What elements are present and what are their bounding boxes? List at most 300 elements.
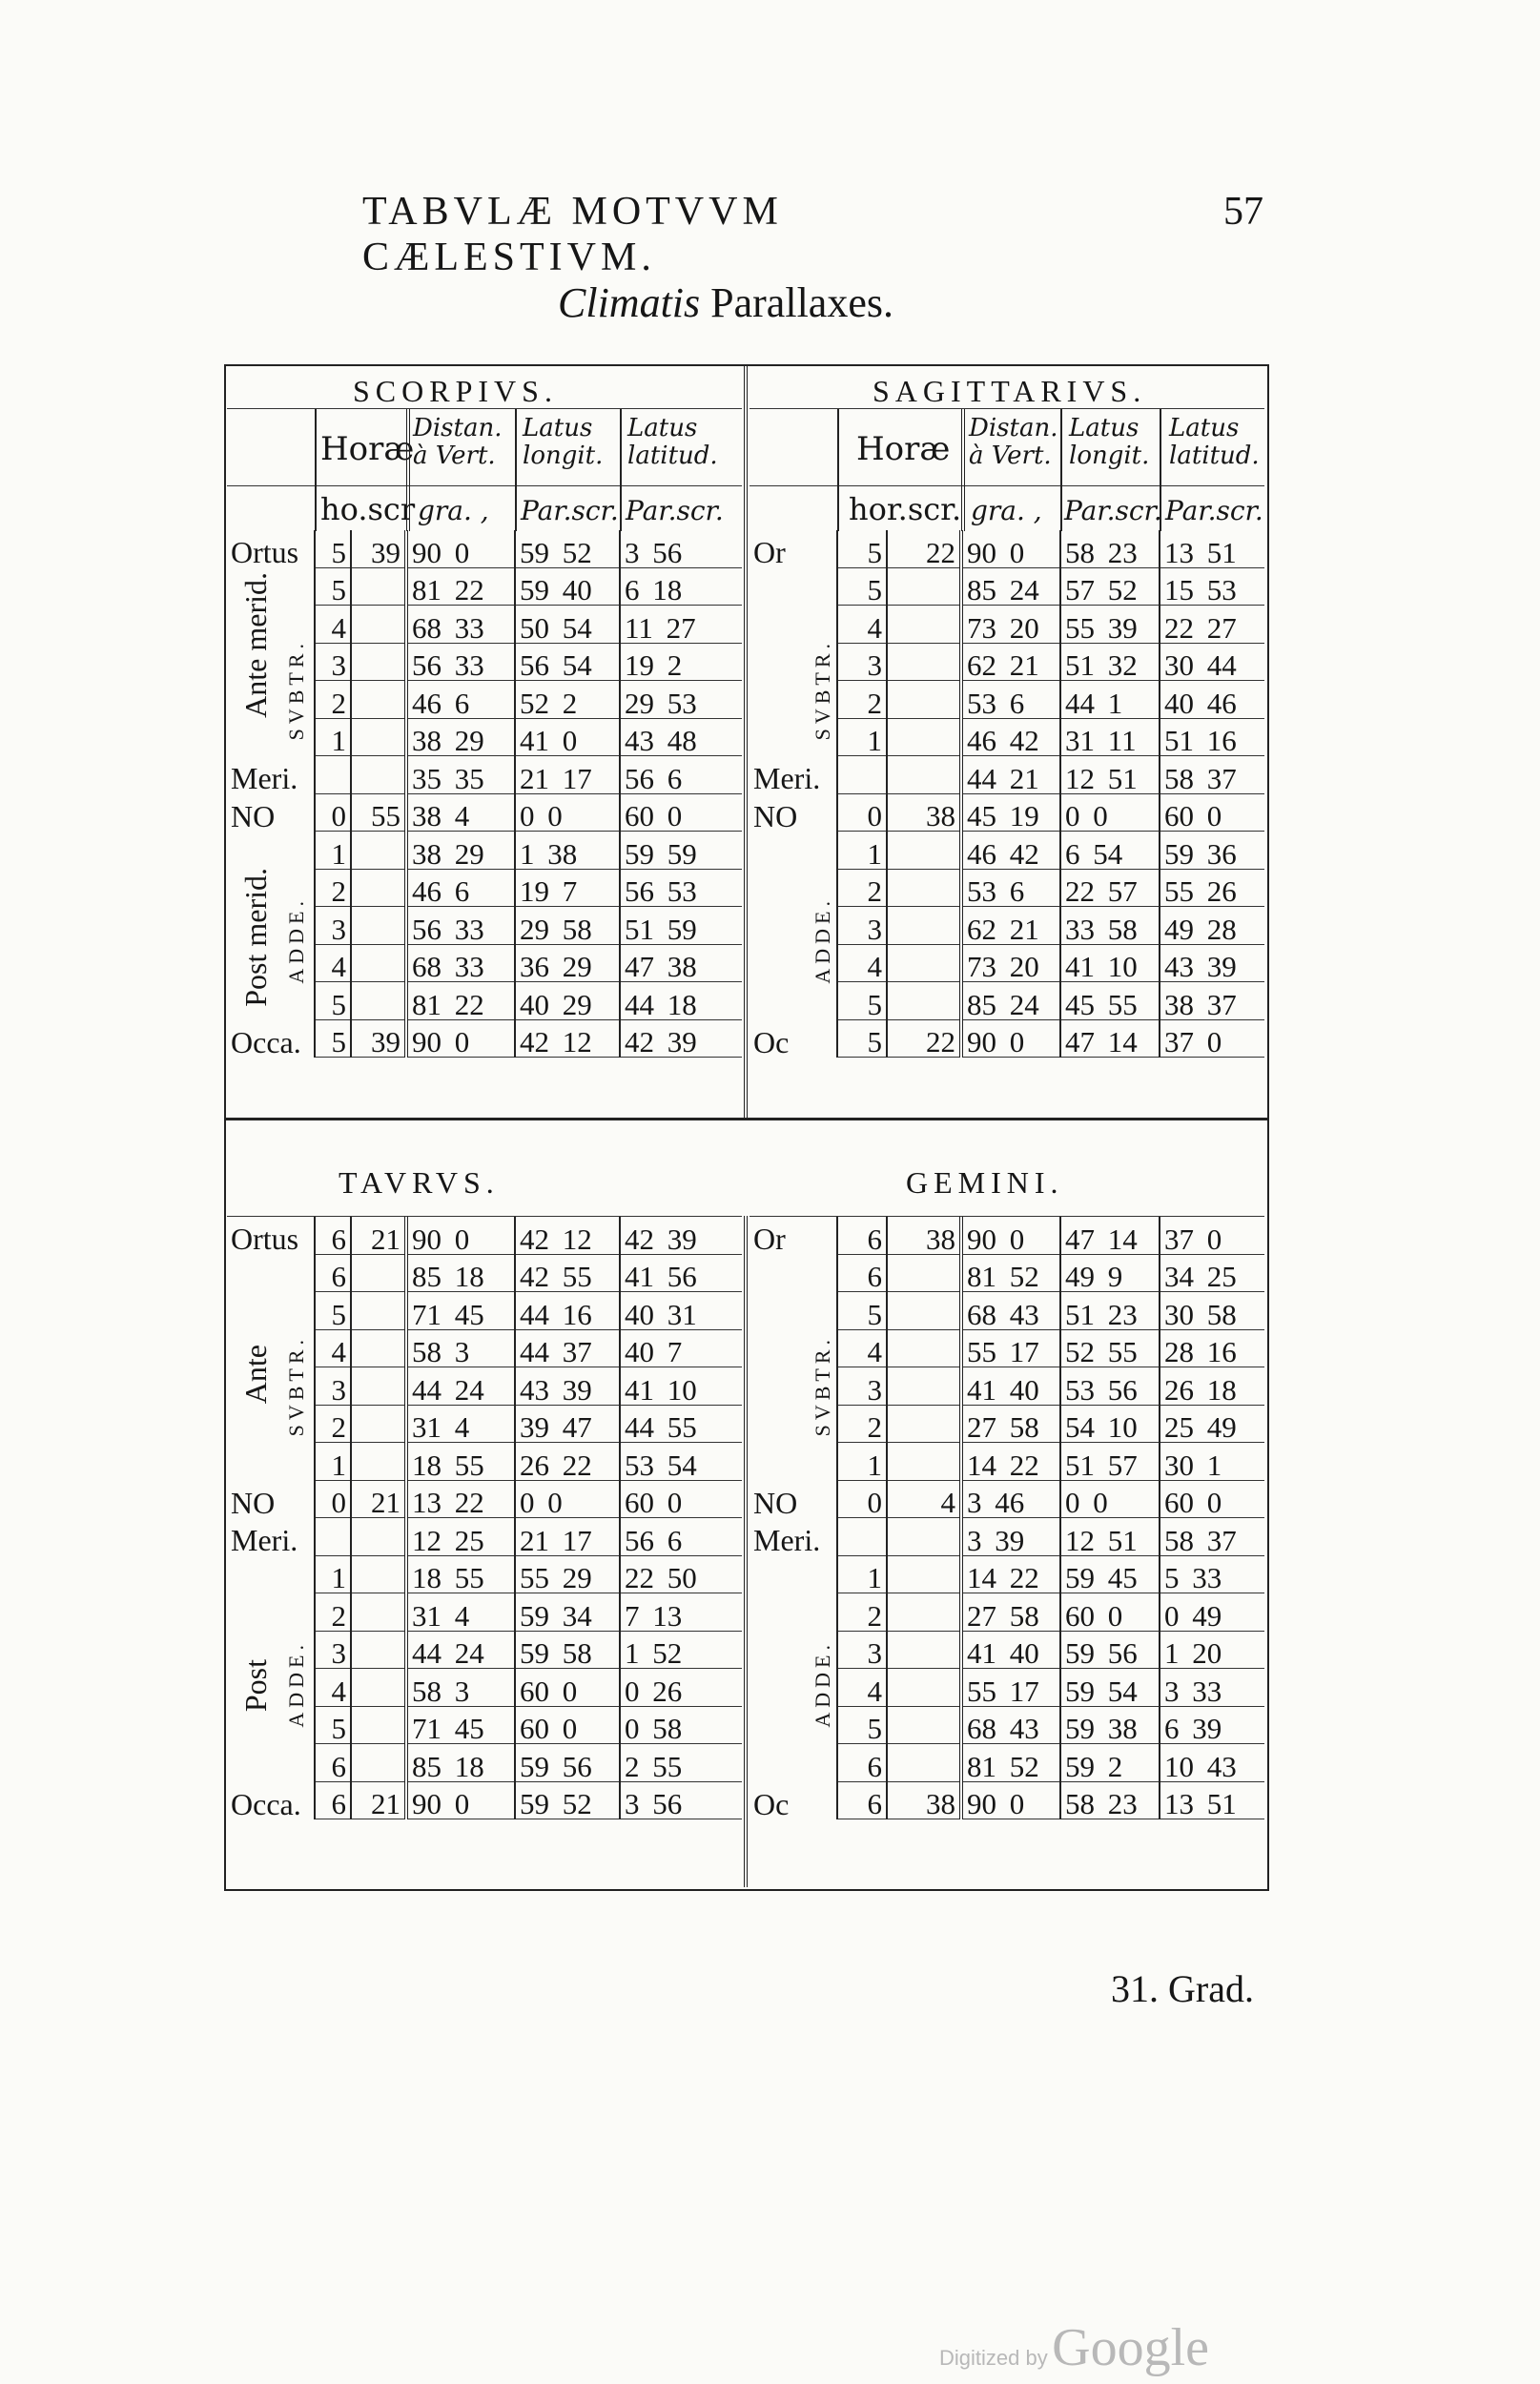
scruple-value <box>887 944 961 982</box>
hour-value: 2 <box>315 1405 351 1443</box>
table-row <box>227 1019 742 1058</box>
scruple-value <box>351 1367 406 1406</box>
scruple-value <box>887 1405 961 1443</box>
latus-latitud-value: 6 18 <box>620 567 742 606</box>
latus-longit-value: 59 45 <box>1060 1555 1160 1593</box>
latus-latitud-value: 3 56 <box>620 1781 742 1819</box>
hour-value <box>315 756 351 794</box>
distan-line2: à Vert. <box>413 441 496 470</box>
row-label: NO <box>753 798 798 833</box>
scruple-value <box>351 1518 406 1556</box>
distance-value: 18 55 <box>406 1555 515 1593</box>
subtitle <box>558 278 893 327</box>
scruple-value <box>887 1669 961 1707</box>
distance-value: 68 33 <box>406 606 515 644</box>
distance-value: 27 58 <box>961 1593 1060 1632</box>
latus-latitud-value: 30 1 <box>1160 1443 1264 1481</box>
units-hor: hor.scr. <box>849 491 962 527</box>
latus-longit-value: 21 17 <box>515 756 620 794</box>
subtitle-rest: Parallaxes. <box>710 279 893 326</box>
latus-longit-value: 42 12 <box>515 1019 620 1058</box>
latus-latitud-value: 34 25 <box>1160 1254 1264 1292</box>
frame-divider-vertical-bottom <box>744 1216 748 1887</box>
hour-value: 5 <box>837 1706 887 1744</box>
scruple-value <box>887 1555 961 1593</box>
table-row <box>227 606 742 644</box>
distance-value: 90 0 <box>961 1217 1060 1254</box>
table-row <box>749 832 1264 870</box>
scruple-value <box>351 1443 406 1481</box>
hour-value: 5 <box>315 982 351 1020</box>
hour-value: 4 <box>837 1669 887 1707</box>
distance-value: 81 52 <box>961 1254 1060 1292</box>
latus-latitud-value: 59 59 <box>620 832 742 870</box>
row-label <box>749 1744 837 1782</box>
table-row <box>749 530 1264 567</box>
scruple-value: 4 <box>887 1480 961 1518</box>
hour-value: 5 <box>315 1292 351 1330</box>
row-label: Meri. <box>231 761 298 795</box>
latus-latitud-value: 25 49 <box>1160 1405 1264 1443</box>
scruple-value: 21 <box>351 1480 406 1518</box>
latus-longit-value: 55 39 <box>1060 606 1160 644</box>
label-post: Post <box>238 1659 273 1713</box>
latus-latitud-value: 15 53 <box>1160 567 1264 606</box>
row-label <box>227 1443 315 1481</box>
scruple-value <box>887 982 961 1020</box>
latus-latitud-value: 3 56 <box>620 530 742 567</box>
latus-longit-value: 41 10 <box>1060 944 1160 982</box>
scorpius-title: SCORPIVS. <box>353 374 558 408</box>
row-label <box>227 1744 315 1782</box>
latus-latitud-value: 53 54 <box>620 1443 742 1481</box>
distance-value: 18 55 <box>406 1443 515 1481</box>
scruple-value <box>351 832 406 870</box>
table-row <box>227 756 742 794</box>
hour-value: 5 <box>315 1706 351 1744</box>
latus-longit-value: 59 54 <box>1060 1669 1160 1707</box>
latus-longit-value: 1 38 <box>515 832 620 870</box>
taurus-grid <box>227 1217 742 1819</box>
distance-value: 73 20 <box>961 606 1060 644</box>
latus-latitud-value: 58 37 <box>1160 1518 1264 1556</box>
latus-longit-value: 44 37 <box>515 1329 620 1367</box>
scruple-value <box>887 643 961 681</box>
scruple-value <box>887 1518 961 1556</box>
hour-value: 4 <box>315 1669 351 1707</box>
sagittarius-header <box>749 408 1264 531</box>
gemini-grid <box>749 1217 1264 1819</box>
latus-latitud-value: 0 58 <box>620 1706 742 1744</box>
latus-longit-value: 12 51 <box>1060 756 1160 794</box>
page-number: 57 <box>1223 190 1263 234</box>
latus-latitud-value: 40 46 <box>1160 681 1264 719</box>
hour-value: 3 <box>315 643 351 681</box>
latus-latitud-value: 56 53 <box>620 869 742 907</box>
row-label: Or <box>753 535 786 569</box>
row-label <box>749 606 837 644</box>
distance-value: 81 52 <box>961 1744 1060 1782</box>
latus-longit-value: 59 56 <box>515 1744 620 1782</box>
latus-latitud-value: 51 16 <box>1160 718 1264 756</box>
label-adde: ADDE. <box>811 1640 834 1728</box>
hour-value: 5 <box>837 530 887 567</box>
distance-value: 90 0 <box>406 530 515 567</box>
gemini-title: GEMINI. <box>906 1165 1064 1200</box>
scruple-value <box>887 1706 961 1744</box>
scruple-value <box>351 756 406 794</box>
latus-longit-value: 0 0 <box>515 1480 620 1518</box>
taurus-table <box>227 1216 742 1819</box>
latus-longit-value: 6 54 <box>1060 832 1160 870</box>
distance-value: 81 22 <box>406 567 515 606</box>
latus-longit-line1: Latus <box>1069 414 1140 442</box>
hour-value: 2 <box>315 869 351 907</box>
hour-value: 1 <box>315 1443 351 1481</box>
hour-value: 0 <box>315 793 351 832</box>
scruple-value <box>351 1292 406 1330</box>
scruple-value <box>887 869 961 907</box>
table-row <box>227 530 742 567</box>
latus-longit-value: 42 12 <box>515 1217 620 1254</box>
distance-value: 55 17 <box>961 1329 1060 1367</box>
latus-longit-value: 54 10 <box>1060 1405 1160 1443</box>
latus-latitud-value: 37 0 <box>1160 1019 1264 1058</box>
table-row <box>749 567 1264 606</box>
latus-latitud-value: 59 36 <box>1160 832 1264 870</box>
distance-value: 46 6 <box>406 681 515 719</box>
latus-longit-value: 60 0 <box>515 1706 620 1744</box>
table-row <box>749 1443 1264 1481</box>
table-row <box>227 567 742 606</box>
latus-longit-value: 50 54 <box>515 606 620 644</box>
scruple-value <box>351 643 406 681</box>
latus-latitud-value: 42 39 <box>620 1217 742 1254</box>
scruple-value <box>351 907 406 945</box>
subtitle-italic: Climatis <box>558 279 701 326</box>
distance-value: 12 25 <box>406 1518 515 1556</box>
latus-longit-line2: longit. <box>523 441 604 470</box>
hour-value: 4 <box>315 606 351 644</box>
hour-value: 5 <box>837 1019 887 1058</box>
hour-value: 4 <box>837 606 887 644</box>
scruple-value <box>887 1443 961 1481</box>
hour-value: 1 <box>837 718 887 756</box>
distance-value: 55 17 <box>961 1669 1060 1707</box>
col-rule <box>1060 409 1062 531</box>
hour-value: 1 <box>837 1555 887 1593</box>
scruple-value <box>351 1405 406 1443</box>
scruple-value <box>351 1631 406 1669</box>
distance-value: 46 6 <box>406 869 515 907</box>
latus-longit-value: 56 54 <box>515 643 620 681</box>
scruple-value: 39 <box>351 530 406 567</box>
distance-value: 71 45 <box>406 1292 515 1330</box>
latus-latitud-value: 6 39 <box>1160 1706 1264 1744</box>
latus-latitud-value: 13 51 <box>1160 1781 1264 1819</box>
hour-value <box>837 1518 887 1556</box>
latus-longit-value: 39 47 <box>515 1405 620 1443</box>
row-label: Ortus <box>231 535 299 569</box>
scruple-value <box>351 982 406 1020</box>
latus-latitud-line1: Latus <box>1169 414 1240 442</box>
table-row <box>227 1254 742 1292</box>
scruple-value: 21 <box>351 1781 406 1819</box>
table-row <box>227 1593 742 1632</box>
label-adde: ADDE. <box>284 1640 308 1728</box>
distance-value: 68 43 <box>961 1292 1060 1330</box>
distan-line2: à Vert. <box>969 441 1052 470</box>
latus-latitud-value: 29 53 <box>620 681 742 719</box>
latus-longit-value: 59 58 <box>515 1631 620 1669</box>
latus-longit-value: 59 34 <box>515 1593 620 1632</box>
table-row <box>749 756 1264 794</box>
latus-latitud-value: 42 39 <box>620 1019 742 1058</box>
distan-header <box>413 415 502 469</box>
latus-latitud-value: 0 26 <box>620 1669 742 1707</box>
distance-value: 38 29 <box>406 832 515 870</box>
distance-value: 14 22 <box>961 1443 1060 1481</box>
latus-longit-value: 31 11 <box>1060 718 1160 756</box>
hour-value: 2 <box>315 681 351 719</box>
distance-value: 90 0 <box>406 1019 515 1058</box>
latus-latitud-value: 30 58 <box>1160 1292 1264 1330</box>
hour-value: 2 <box>837 1405 887 1443</box>
latus-longit-value: 44 1 <box>1060 681 1160 719</box>
table-row <box>227 1480 742 1518</box>
table-row <box>749 1254 1264 1292</box>
hour-value <box>837 756 887 794</box>
units-gra: gra. , <box>418 495 489 526</box>
scruple-value: 39 <box>351 1019 406 1058</box>
hour-value: 4 <box>837 1329 887 1367</box>
scruple-value <box>351 869 406 907</box>
latus-longit-value: 59 52 <box>515 530 620 567</box>
table-row <box>749 1744 1264 1782</box>
taurus-title: TAVRVS. <box>339 1165 500 1200</box>
hour-value: 3 <box>837 1631 887 1669</box>
hour-value: 5 <box>837 1292 887 1330</box>
hour-value: 2 <box>837 869 887 907</box>
row-label: Oc <box>753 1024 790 1059</box>
table-row <box>227 1443 742 1481</box>
row-label <box>227 1292 315 1330</box>
label-subtra: SVBTR. <box>284 1335 308 1437</box>
google-logo: Google <box>1052 2318 1210 2377</box>
horae-header: Horæ <box>320 430 415 468</box>
scruple-value: 38 <box>887 793 961 832</box>
row-label <box>749 1593 837 1632</box>
latus-longit-value: 12 51 <box>1060 1518 1160 1556</box>
distan-header <box>969 415 1057 469</box>
scruple-value <box>351 606 406 644</box>
table-row <box>227 1555 742 1593</box>
distance-value: 38 4 <box>406 793 515 832</box>
latus-latitud-line1: Latus <box>627 414 698 442</box>
hour-value: 6 <box>315 1254 351 1292</box>
distance-value: 58 3 <box>406 1669 515 1707</box>
hour-value: 0 <box>315 1480 351 1518</box>
hour-value: 6 <box>837 1781 887 1819</box>
scruple-value <box>351 944 406 982</box>
hour-value: 0 <box>837 793 887 832</box>
distance-value: 46 42 <box>961 832 1060 870</box>
table-row <box>227 1217 742 1254</box>
distance-value: 45 19 <box>961 793 1060 832</box>
header-rule <box>227 485 742 486</box>
hour-value: 1 <box>837 832 887 870</box>
latus-latitud-value: 13 51 <box>1160 530 1264 567</box>
latus-latitud-value: 40 31 <box>620 1292 742 1330</box>
latus-latitud-value: 40 7 <box>620 1329 742 1367</box>
distance-value: 3 39 <box>961 1518 1060 1556</box>
distance-value: 27 58 <box>961 1405 1060 1443</box>
latus-longit-value: 55 29 <box>515 1555 620 1593</box>
latus-longit-value: 52 55 <box>1060 1329 1160 1367</box>
scruple-value <box>351 1555 406 1593</box>
hour-value: 5 <box>837 982 887 1020</box>
scruple-value <box>887 718 961 756</box>
catchword: 31. Grad. <box>1111 1967 1254 2010</box>
row-label: Oc <box>753 1786 790 1821</box>
latus-latitud-value: 56 6 <box>620 756 742 794</box>
latus-latitud-value: 43 39 <box>1160 944 1264 982</box>
distance-value: 62 21 <box>961 907 1060 945</box>
sagittarius-title: SAGITTARIVS. <box>873 374 1147 408</box>
distance-value: 62 21 <box>961 643 1060 681</box>
distance-value: 81 22 <box>406 982 515 1020</box>
distance-value: 13 22 <box>406 1480 515 1518</box>
distance-value: 41 40 <box>961 1367 1060 1406</box>
row-label: NO <box>753 1485 798 1520</box>
latus-latitud-value: 49 28 <box>1160 907 1264 945</box>
hour-value: 5 <box>315 567 351 606</box>
label-ante-merid: Ante merid. <box>238 572 273 718</box>
latus-longit-value: 51 23 <box>1060 1292 1160 1330</box>
label-adde: ADDE. <box>284 896 308 984</box>
scruple-value: 22 <box>887 530 961 567</box>
latus-longit-value: 57 52 <box>1060 567 1160 606</box>
row-label <box>749 1443 837 1481</box>
latus-latitud-value: 43 48 <box>620 718 742 756</box>
scruple-value <box>351 1744 406 1782</box>
col-rule <box>620 409 622 531</box>
latus-longit-value: 59 2 <box>1060 1744 1160 1782</box>
table-row <box>749 982 1264 1020</box>
scruple-value <box>887 1631 961 1669</box>
hour-value: 6 <box>837 1254 887 1292</box>
row-label: Meri. <box>753 761 821 795</box>
label-post-merid: Post merid. <box>238 868 273 1007</box>
latus-longit-value: 33 58 <box>1060 907 1160 945</box>
table-row <box>227 1744 742 1782</box>
latus-longit-value: 47 14 <box>1060 1019 1160 1058</box>
latus-latitud-value: 37 0 <box>1160 1217 1264 1254</box>
distance-value: 85 24 <box>961 982 1060 1020</box>
latus-longit-value: 40 29 <box>515 982 620 1020</box>
row-label: Or <box>753 1222 786 1256</box>
distance-value: 46 42 <box>961 718 1060 756</box>
row-label <box>227 1254 315 1292</box>
hour-value: 6 <box>315 1744 351 1782</box>
latus-latitud-value: 60 0 <box>620 1480 742 1518</box>
row-label: Meri. <box>231 1523 298 1557</box>
table-row <box>227 793 742 832</box>
scruple-value: 38 <box>887 1217 961 1254</box>
scruple-value: 21 <box>351 1217 406 1254</box>
latus-latitud-value: 56 6 <box>620 1518 742 1556</box>
distance-value: 90 0 <box>961 1781 1060 1819</box>
latus-longit-value: 41 0 <box>515 718 620 756</box>
col-rule <box>837 409 839 531</box>
scruple-value <box>887 1367 961 1406</box>
frame-divider-horizontal <box>224 1118 1267 1120</box>
latus-longit-value: 60 0 <box>1060 1593 1160 1632</box>
latus-latitud-value: 2 55 <box>620 1744 742 1782</box>
distance-value: 90 0 <box>406 1217 515 1254</box>
table-row <box>227 1292 742 1330</box>
distance-value: 38 29 <box>406 718 515 756</box>
hour-value: 1 <box>837 1443 887 1481</box>
hour-value: 2 <box>837 681 887 719</box>
latus-longit-header <box>1069 415 1149 469</box>
scruple-value: 22 <box>887 1019 961 1058</box>
units-par2: Par.scr. <box>626 495 724 526</box>
table-row <box>749 1781 1264 1819</box>
distance-value: 85 24 <box>961 567 1060 606</box>
scruple-value <box>351 1593 406 1632</box>
table-row <box>749 606 1264 644</box>
col-rule <box>406 409 410 531</box>
row-label <box>749 1292 837 1330</box>
latus-latitud-value: 28 16 <box>1160 1329 1264 1367</box>
scruple-value <box>351 567 406 606</box>
latus-latitud-value: 44 55 <box>620 1405 742 1443</box>
hour-value: 6 <box>315 1781 351 1819</box>
table-row <box>749 1518 1264 1556</box>
distance-value: 56 33 <box>406 643 515 681</box>
label-subtra: SVBTR. <box>811 1335 834 1437</box>
latus-latitud-value: 3 33 <box>1160 1669 1264 1707</box>
distance-value: 90 0 <box>406 1781 515 1819</box>
distance-value: 53 6 <box>961 681 1060 719</box>
row-label: NO <box>231 1485 276 1520</box>
label-subtra: SVBTR. <box>811 639 834 741</box>
row-label: NO <box>231 798 276 833</box>
scruple-value <box>351 1329 406 1367</box>
latus-longit-value: 43 39 <box>515 1367 620 1406</box>
hour-value: 2 <box>315 1593 351 1632</box>
latus-latitud-value: 1 52 <box>620 1631 742 1669</box>
latus-longit-line2: longit. <box>1069 441 1150 470</box>
latus-latitud-value: 60 0 <box>1160 1480 1264 1518</box>
latus-longit-value: 26 22 <box>515 1443 620 1481</box>
row-label: Occa. <box>231 1786 301 1821</box>
latus-longit-value: 21 17 <box>515 1518 620 1556</box>
row-label <box>749 567 837 606</box>
latus-longit-value: 58 23 <box>1060 530 1160 567</box>
units-par1: Par.scr. <box>521 495 619 526</box>
latus-longit-value: 0 0 <box>1060 793 1160 832</box>
distance-value: 44 24 <box>406 1367 515 1406</box>
scruple-value <box>351 1706 406 1744</box>
scruple-value <box>887 606 961 644</box>
row-label <box>749 1555 837 1593</box>
latus-latitud-value: 51 59 <box>620 907 742 945</box>
latus-longit-value: 22 57 <box>1060 869 1160 907</box>
latus-longit-value: 51 57 <box>1060 1443 1160 1481</box>
hour-value: 3 <box>837 643 887 681</box>
